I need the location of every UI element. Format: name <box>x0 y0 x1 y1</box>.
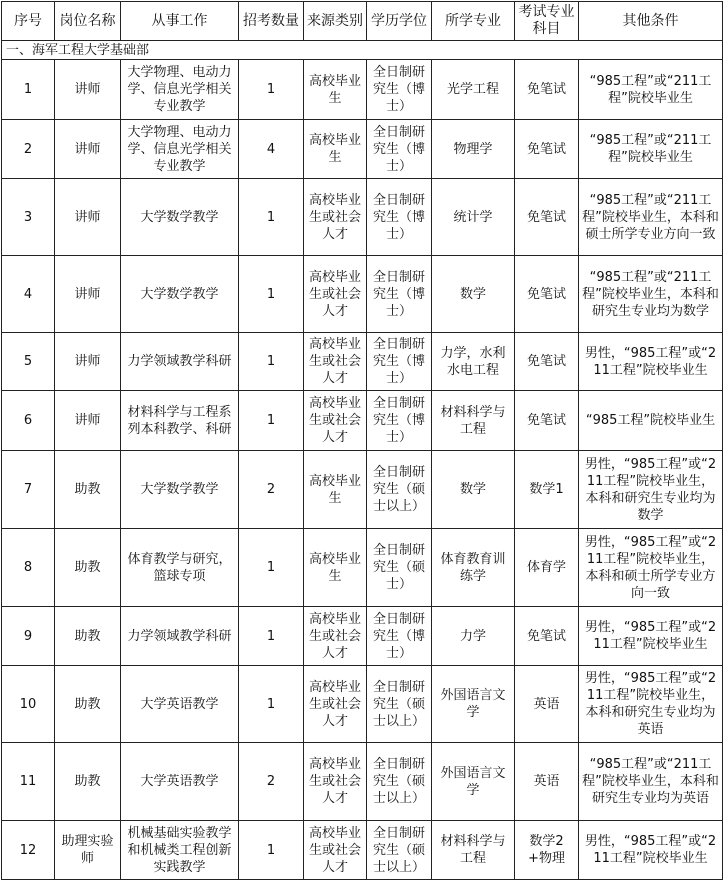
cell-post: 讲师 <box>55 391 121 451</box>
recruitment-table <box>1 1 723 880</box>
table-row <box>2 391 723 451</box>
cell-count: 4 <box>239 120 304 179</box>
cell-edu: 全日制研究生（博士） <box>367 120 432 179</box>
cell-source: 高校毕业生或社会人才 <box>304 607 367 666</box>
table-row <box>2 607 723 666</box>
cell-exam: 免笔试 <box>515 179 579 256</box>
cell-other: “985工程”或“211工程”院校毕业生，本科和研究生专业均为英语 <box>579 743 723 821</box>
cell-other: 男性，“985工程”或“211工程”院校毕业生 <box>579 821 723 880</box>
header-edu: 学历学位 <box>367 2 432 41</box>
table-row <box>2 821 723 880</box>
cell-edu: 全日制研究生（硕士以上） <box>367 743 432 821</box>
cell-other: “985工程”或“211工程”院校毕业生 <box>579 120 723 179</box>
cell-exam: 免笔试 <box>515 391 579 451</box>
cell-work: 大学数学教学 <box>121 451 239 529</box>
table-row <box>2 333 723 391</box>
cell-exam: 免笔试 <box>515 333 579 391</box>
header-major: 所学专业 <box>432 2 515 41</box>
cell-post: 讲师 <box>55 179 121 256</box>
cell-post: 助教 <box>55 529 121 607</box>
cell-major: 材料科学与工程 <box>432 391 515 451</box>
cell-major: 统计学 <box>432 179 515 256</box>
cell-other: 男性，“985工程”或“211工程”院校毕业生 <box>579 333 723 391</box>
cell-post: 助教 <box>55 607 121 666</box>
cell-seq: 12 <box>2 821 55 880</box>
cell-other: “985工程”或“211工程”院校毕业生，本科和研究生专业均为数学 <box>579 256 723 333</box>
cell-count: 1 <box>239 333 304 391</box>
cell-work: 材料科学与工程系列本科教学、科研 <box>121 391 239 451</box>
cell-seq: 4 <box>2 256 55 333</box>
cell-exam: 免笔试 <box>515 120 579 179</box>
cell-count: 1 <box>239 821 304 880</box>
cell-post: 讲师 <box>55 120 121 179</box>
cell-source: 高校毕业生或社会人才 <box>304 666 367 743</box>
cell-count: 1 <box>239 529 304 607</box>
cell-major: 体育教育训练学 <box>432 529 515 607</box>
cell-seq: 7 <box>2 451 55 529</box>
table-row <box>2 179 723 256</box>
cell-edu: 全日制研究生（博士） <box>367 391 432 451</box>
cell-other: 男性，“985工程”或“211工程”院校毕业生，本科和研究生专业均为英语 <box>579 666 723 743</box>
cell-other: 男性，“985工程”或“211工程”院校毕业生 <box>579 607 723 666</box>
header-count: 招考数量 <box>239 2 304 41</box>
cell-other: “985工程”院校毕业生 <box>579 391 723 451</box>
cell-other: 男性，“985工程”或“211工程”院校毕业生，本科和硕士所学专业方向一致 <box>579 529 723 607</box>
cell-source: 高校毕业生或社会人才 <box>304 391 367 451</box>
cell-work: 力学领域教学科研 <box>121 333 239 391</box>
table-row <box>2 529 723 607</box>
header-post: 岗位名称 <box>55 2 121 41</box>
cell-source: 高校毕业生 <box>304 451 367 529</box>
cell-work: 机械基础实验教学和机械类工程创新实践教学 <box>121 821 239 880</box>
cell-major: 数学 <box>432 451 515 529</box>
cell-count: 1 <box>239 607 304 666</box>
cell-count: 1 <box>239 256 304 333</box>
cell-seq: 6 <box>2 391 55 451</box>
cell-count: 2 <box>239 743 304 821</box>
cell-work: 体育教学与研究，篮球专项 <box>121 529 239 607</box>
cell-work: 大学物理、电动力学、信息光学相关专业教学 <box>121 60 239 120</box>
cell-post: 讲师 <box>55 60 121 120</box>
header-other: 其他条件 <box>579 2 723 41</box>
cell-edu: 全日制研究生（博士） <box>367 179 432 256</box>
cell-major: 力学 <box>432 607 515 666</box>
cell-source: 高校毕业生 <box>304 120 367 179</box>
cell-count: 2 <box>239 451 304 529</box>
cell-major: 光学工程 <box>432 60 515 120</box>
header-work: 从事工作 <box>121 2 239 41</box>
cell-seq: 8 <box>2 529 55 607</box>
cell-major: 外国语言文学 <box>432 666 515 743</box>
cell-major: 物理学 <box>432 120 515 179</box>
cell-edu: 全日制研究生（博士） <box>367 60 432 120</box>
cell-source: 高校毕业生 <box>304 529 367 607</box>
table-row <box>2 666 723 743</box>
cell-seq: 3 <box>2 179 55 256</box>
cell-other: 男性，“985工程”或“211工程”院校毕业生，本科和研究生专业均为数学 <box>579 451 723 529</box>
cell-exam: 免笔试 <box>515 60 579 120</box>
cell-major: 材料科学与工程 <box>432 821 515 880</box>
cell-seq: 11 <box>2 743 55 821</box>
cell-work: 大学数学教学 <box>121 179 239 256</box>
cell-major: 外国语言文学 <box>432 743 515 821</box>
cell-source: 高校毕业生或社会人才 <box>304 256 367 333</box>
section-title: 一、海军工程大学基础部 <box>2 41 723 60</box>
cell-count: 1 <box>239 179 304 256</box>
cell-seq: 9 <box>2 607 55 666</box>
cell-source: 高校毕业生或社会人才 <box>304 179 367 256</box>
cell-exam: 免笔试 <box>515 607 579 666</box>
cell-work: 大学数学教学 <box>121 256 239 333</box>
cell-edu: 全日制研究生（硕士以上） <box>367 451 432 529</box>
table-row <box>2 256 723 333</box>
cell-exam: 体育学 <box>515 529 579 607</box>
cell-other: “985工程”或“211工程”院校毕业生 <box>579 60 723 120</box>
cell-exam: 英语 <box>515 743 579 821</box>
header-exam: 考试专业科目 <box>515 2 579 41</box>
cell-post: 助教 <box>55 743 121 821</box>
cell-edu: 全日制研究生（硕士以上） <box>367 666 432 743</box>
cell-count: 1 <box>239 391 304 451</box>
cell-post: 助教 <box>55 451 121 529</box>
cell-seq: 5 <box>2 333 55 391</box>
cell-post: 助理实验师 <box>55 821 121 880</box>
cell-source: 高校毕业生或社会人才 <box>304 743 367 821</box>
table-row <box>2 60 723 120</box>
cell-edu: 全日制研究生（博士） <box>367 607 432 666</box>
cell-other: “985工程”或“211工程”院校毕业生，本科和硕士所学专业方向一致 <box>579 179 723 256</box>
table-row <box>2 451 723 529</box>
cell-count: 1 <box>239 60 304 120</box>
cell-work: 大学英语教学 <box>121 666 239 743</box>
cell-major: 力学，水利水电工程 <box>432 333 515 391</box>
cell-count: 1 <box>239 666 304 743</box>
cell-exam: 数学1 <box>515 451 579 529</box>
cell-post: 助教 <box>55 666 121 743</box>
cell-post: 讲师 <box>55 333 121 391</box>
section-row <box>2 41 723 60</box>
cell-source: 高校毕业生或社会人才 <box>304 333 367 391</box>
table-row <box>2 120 723 179</box>
header-row <box>2 2 723 41</box>
cell-exam: 数学2+物理 <box>515 821 579 880</box>
cell-edu: 全日制研究生（硕士） <box>367 529 432 607</box>
cell-work: 力学领域教学科研 <box>121 607 239 666</box>
cell-edu: 全日制研究生（博士） <box>367 333 432 391</box>
cell-seq: 1 <box>2 60 55 120</box>
cell-work: 大学物理、电动力学、信息光学相关专业教学 <box>121 120 239 179</box>
cell-post: 讲师 <box>55 256 121 333</box>
cell-work: 大学英语教学 <box>121 743 239 821</box>
cell-major: 数学 <box>432 256 515 333</box>
header-seq: 序号 <box>2 2 55 41</box>
cell-edu: 全日制研究生（博士） <box>367 256 432 333</box>
cell-exam: 英语 <box>515 666 579 743</box>
table-row <box>2 743 723 821</box>
cell-exam: 免笔试 <box>515 256 579 333</box>
cell-seq: 10 <box>2 666 55 743</box>
header-source: 来源类别 <box>304 2 367 41</box>
cell-source: 高校毕业生或社会人才 <box>304 821 367 880</box>
cell-edu: 全日制研究生（硕士以上） <box>367 821 432 880</box>
cell-seq: 2 <box>2 120 55 179</box>
cell-source: 高校毕业生 <box>304 60 367 120</box>
